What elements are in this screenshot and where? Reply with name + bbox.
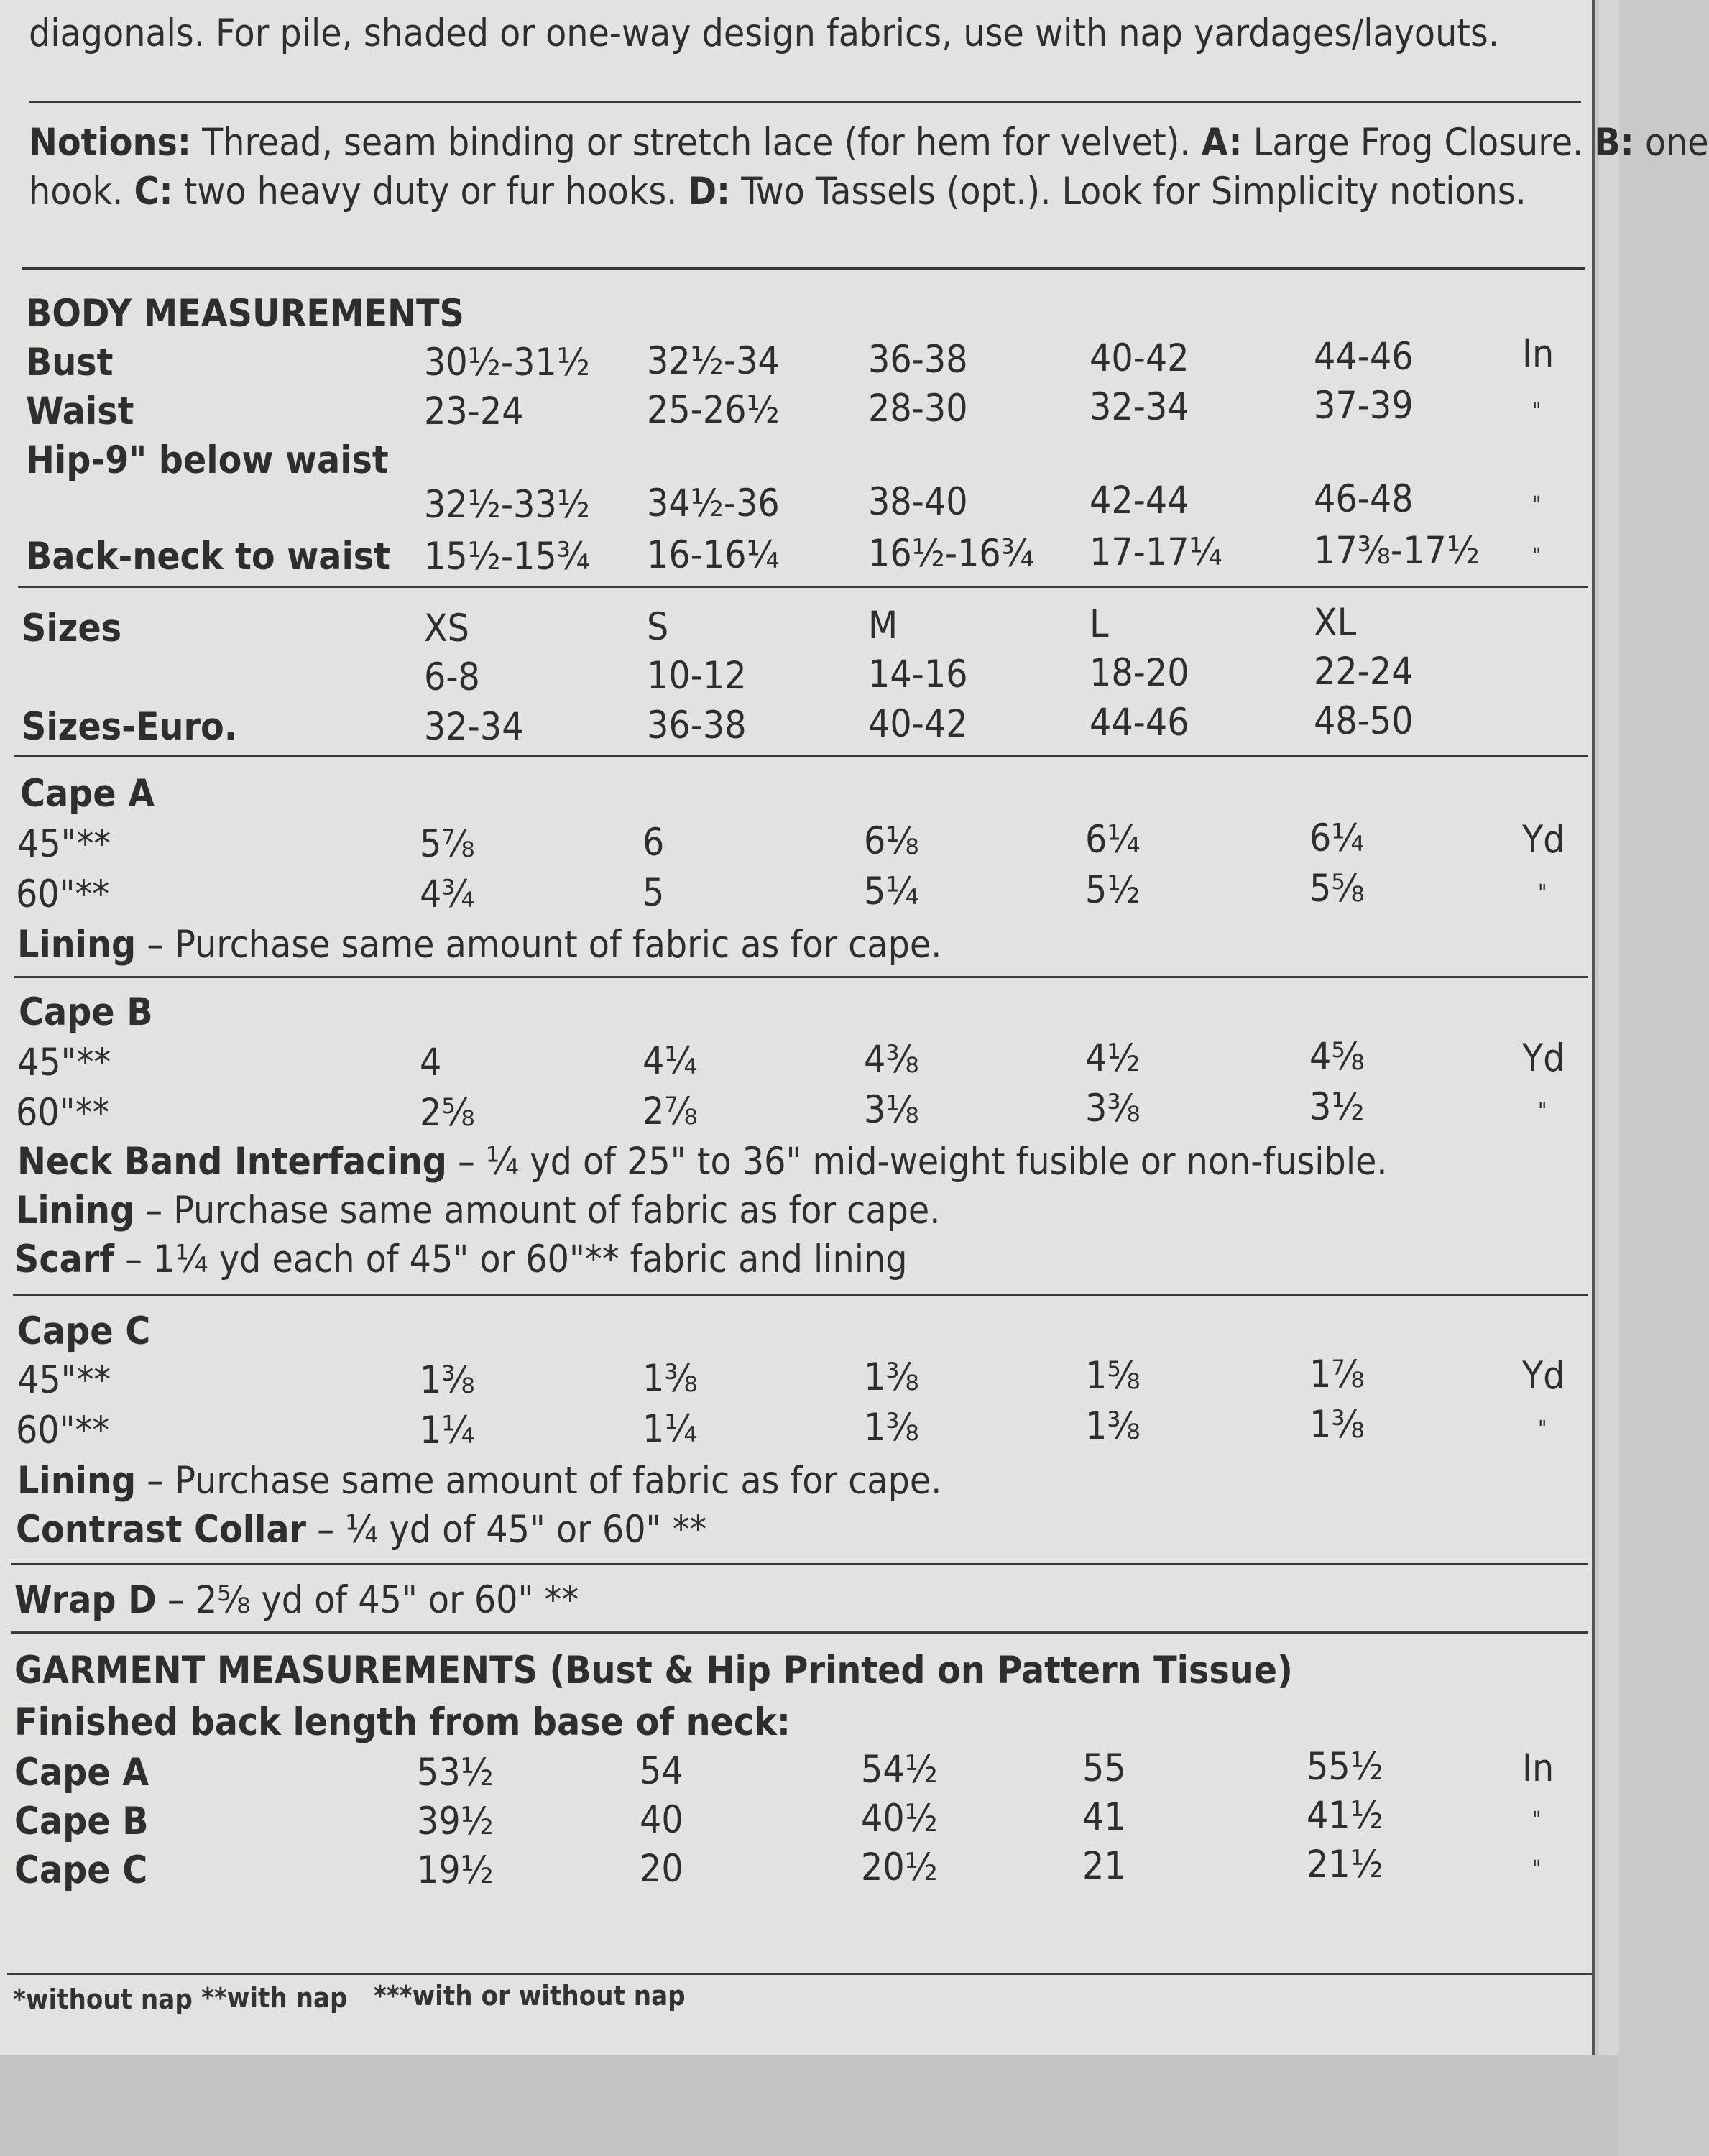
- size-letter: XS: [424, 607, 469, 650]
- value-cell: 40: [640, 1798, 683, 1842]
- value-cell: 6¼: [1309, 816, 1365, 860]
- note-label: Neck Band Interfacing: [17, 1140, 447, 1184]
- notions-label: Notions:: [29, 121, 191, 165]
- note-label: Contrast Collar: [16, 1508, 307, 1552]
- value-cell: 32½-34: [647, 339, 780, 383]
- note-line: [17, 923, 942, 967]
- value-cell: 1⅜: [1085, 1404, 1141, 1448]
- value-cell: 4⅝: [1309, 1035, 1365, 1079]
- value-cell: 1⅜: [420, 1358, 475, 1402]
- unit-label: Yd: [1522, 1354, 1565, 1398]
- size-number: 14-16: [868, 653, 968, 696]
- value-cell: 28-30: [868, 387, 968, 430]
- value-cell: 17⅜-17½: [1314, 529, 1480, 573]
- value-cell: 5⅞: [420, 822, 475, 866]
- divider: [14, 755, 1588, 757]
- note-text: – ¼ yd of 25" to 36" mid-weight fusible or non-fusible.: [446, 1140, 1388, 1184]
- row-label: Hip-9" below waist: [26, 438, 389, 482]
- row-label: Cape C: [14, 1848, 148, 1892]
- value-cell: 20½: [861, 1846, 938, 1889]
- value-cell: 5¼: [864, 870, 919, 913]
- row-label: 45"**: [17, 1358, 111, 1402]
- unit-label: Yd: [1522, 818, 1565, 862]
- note-label: Lining: [16, 1189, 135, 1233]
- unit-label: Yd: [1522, 1036, 1565, 1080]
- value-cell: 39½: [417, 1800, 494, 1843]
- value-cell: 15½-15¾: [424, 535, 590, 579]
- value-cell: 19½: [417, 1848, 494, 1892]
- value-cell: 6: [642, 821, 665, 865]
- divider: [7, 1973, 1592, 1975]
- row-label: 60"**: [16, 872, 110, 916]
- value-cell: 1⅝: [1085, 1354, 1141, 1398]
- ditto-mark: ": [1532, 492, 1542, 517]
- row-label: Cape B: [14, 1800, 149, 1843]
- value-cell: 37-39: [1314, 384, 1414, 428]
- row-label: 45"**: [17, 822, 111, 866]
- footnote-with-nap: **with nap: [201, 1982, 348, 2014]
- unit-label: In: [1522, 1746, 1554, 1790]
- value-cell: 1⅜: [1309, 1403, 1365, 1447]
- note-text: – ¼ yd of 45" or 60" **: [306, 1508, 707, 1552]
- wrap-d-line: Wrap D – 2⅝ yd of 45" or 60" **: [14, 1578, 579, 1622]
- value-cell: 38-40: [868, 480, 968, 524]
- value-cell: 46-48: [1314, 477, 1414, 521]
- value-cell: 55: [1082, 1746, 1126, 1790]
- ditto-mark: ": [1532, 1807, 1542, 1833]
- note-text: – Purchase same amount of fabric as for cape.: [136, 923, 942, 967]
- ditto-mark: ": [1532, 399, 1542, 424]
- value-cell: 1⅜: [642, 1357, 698, 1401]
- value-cell: 4¾: [420, 872, 475, 916]
- page-shadow: [0, 2055, 1619, 2156]
- notions-line-2: hook. C: two heavy duty or fur hooks. D: Two Tassels (opt.). Look for Simplicity notions.: [29, 170, 1526, 213]
- value-cell: 21: [1082, 1844, 1126, 1888]
- value-cell: 44-46: [1314, 335, 1414, 379]
- note-label: Lining: [17, 1459, 137, 1503]
- divider: [18, 586, 1588, 588]
- note-line: [17, 1140, 1388, 1184]
- size-number: 18-20: [1090, 651, 1189, 695]
- value-cell: 3⅜: [1085, 1087, 1141, 1130]
- value-cell: 5½: [1085, 868, 1141, 912]
- cape-a-heading: Cape A: [20, 772, 155, 816]
- page-edge: [1599, 0, 1619, 2156]
- value-cell: 41: [1082, 1795, 1126, 1839]
- footnote-without-nap: *without nap: [13, 1984, 193, 2015]
- divider: [14, 976, 1588, 978]
- value-cell: 32-34: [1090, 385, 1189, 429]
- value-cell: 1¼: [642, 1407, 698, 1451]
- value-cell: 55½: [1307, 1745, 1383, 1789]
- value-cell: 6¼: [1085, 818, 1141, 862]
- value-cell: 40-42: [1090, 336, 1189, 380]
- value-cell: 1⅞: [1309, 1353, 1365, 1396]
- row-label: Waist: [26, 390, 134, 433]
- value-cell: 1¼: [420, 1409, 475, 1452]
- value-cell: 30½-31½: [424, 341, 590, 384]
- value-cell: 20: [640, 1847, 683, 1891]
- value-cell: 25-26½: [647, 388, 780, 432]
- size-letter: L: [1090, 602, 1109, 646]
- row-label: 45"**: [17, 1041, 111, 1084]
- divider: [11, 1631, 1588, 1634]
- note-text: – Purchase same amount of fabric as for cape.: [134, 1189, 941, 1233]
- value-cell: 21½: [1307, 1843, 1383, 1886]
- cape-c-heading: Cape C: [17, 1309, 151, 1353]
- size-letter: S: [647, 605, 669, 649]
- value-cell: 32½-33½: [424, 483, 590, 527]
- value-cell: 3⅛: [864, 1088, 919, 1132]
- divider: [11, 1563, 1588, 1565]
- size-letter: M: [868, 604, 898, 648]
- row-label: Bust: [26, 341, 114, 384]
- value-cell: 23-24: [424, 390, 524, 433]
- ditto-mark: ": [1532, 544, 1542, 569]
- row-label: Cape A: [14, 1751, 149, 1795]
- value-cell: 4¼: [642, 1039, 698, 1083]
- value-cell: 4⅜: [864, 1038, 919, 1082]
- row-label: 60"**: [16, 1091, 110, 1135]
- notions-line-1: Notions: Thread, seam binding or stretch lace (for hem for velvet). A: Large Frog Closure. B: one: [29, 121, 1709, 165]
- note-label: Lining: [17, 923, 137, 967]
- value-cell: 1⅜: [864, 1406, 919, 1450]
- value-cell: 40½: [861, 1797, 938, 1841]
- value-cell: 54: [640, 1749, 683, 1793]
- note-label: Scarf: [14, 1238, 115, 1281]
- sizes-euro-label: Sizes-Euro.: [22, 705, 237, 749]
- size-number: 22-24: [1314, 650, 1414, 694]
- size-euro: 44-46: [1090, 701, 1189, 745]
- size-letter: XL: [1314, 601, 1357, 645]
- value-cell: 16-16¼: [647, 533, 780, 577]
- note-line: [14, 1240, 907, 1279]
- size-euro: 48-50: [1314, 699, 1414, 743]
- divider: [22, 267, 1585, 270]
- size-euro: 36-38: [647, 704, 747, 747]
- ditto-mark: ": [1538, 880, 1547, 906]
- value-cell: 5⅝: [1309, 867, 1365, 911]
- value-cell: 16½-16¾: [868, 532, 1034, 576]
- value-cell: 6⅛: [864, 819, 919, 863]
- value-cell: 2⅝: [420, 1091, 475, 1135]
- row-label: 60"**: [16, 1409, 110, 1452]
- value-cell: 4½: [1085, 1036, 1141, 1080]
- size-number: 6-8: [424, 655, 480, 699]
- size-euro: 40-42: [868, 702, 968, 746]
- ditto-mark: ": [1538, 1416, 1547, 1442]
- value-cell: 1⅜: [864, 1355, 919, 1399]
- value-cell: 4: [420, 1041, 442, 1084]
- intro-text: diagonals. For pile, shaded or one-way design fabrics, use with nap yardages/layouts.: [29, 11, 1499, 55]
- value-cell: 53½: [417, 1751, 494, 1795]
- value-cell: 3½: [1309, 1085, 1365, 1129]
- note-line: [16, 1508, 707, 1552]
- unit-label: In: [1522, 332, 1554, 376]
- value-cell: 17-17¼: [1090, 530, 1222, 574]
- value-cell: 42-44: [1090, 479, 1189, 522]
- value-cell: 5: [642, 871, 665, 915]
- value-cell: 41½: [1307, 1794, 1383, 1838]
- note-text: – 1¼ yd each of 45" or 60"** fabric and lining: [114, 1238, 908, 1281]
- sizes-label: Sizes: [22, 607, 122, 650]
- value-cell: 36-38: [868, 338, 968, 382]
- note-line: [17, 1459, 942, 1503]
- garment-subheading: Finished back length from base of neck:: [14, 1700, 791, 1744]
- value-cell: 34½-36: [647, 482, 780, 525]
- size-number: 10-12: [647, 654, 747, 698]
- ditto-mark: ": [1532, 1856, 1542, 1881]
- body-measurements-heading: BODY MEASUREMENTS: [26, 292, 464, 336]
- ditto-mark: ": [1538, 1099, 1547, 1124]
- note-text: – Purchase same amount of fabric as for cape.: [136, 1459, 942, 1503]
- footnote-with-or-without-nap: ***with or without nap: [374, 1980, 686, 2012]
- value-cell: 2⅞: [642, 1089, 698, 1133]
- garment-measurements-heading: GARMENT MEASUREMENTS (Bust & Hip Printed on Pattern Tissue): [14, 1649, 1293, 1692]
- divider: [29, 101, 1581, 103]
- size-euro: 32-34: [424, 705, 524, 749]
- row-label: Back-neck to waist: [26, 535, 390, 579]
- divider: [13, 1294, 1588, 1296]
- value-cell: 54½: [861, 1748, 938, 1792]
- note-line: [16, 1189, 941, 1233]
- cape-b-heading: Cape B: [19, 990, 153, 1034]
